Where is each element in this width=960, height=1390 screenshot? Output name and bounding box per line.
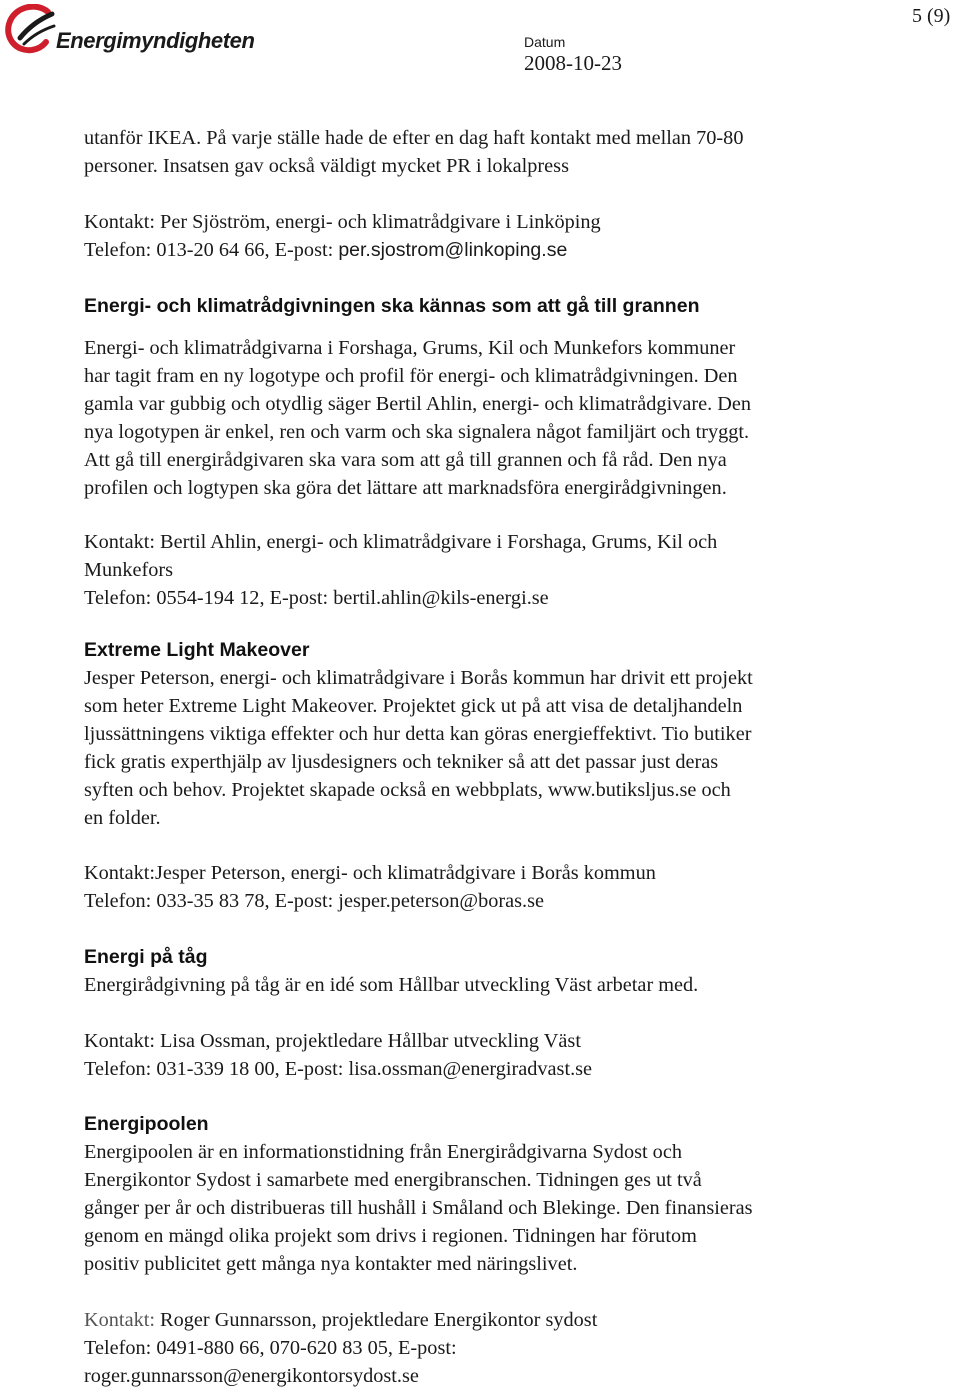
date-label: Datum	[524, 34, 566, 50]
section1-line: Att gå till energirådgivaren ska vara som att gå till grannen och få råd. Den nya	[84, 449, 727, 471]
intro-email: per.sjostrom@linkoping.se	[338, 239, 568, 261]
section1-line: har tagit fram en ny logotype och profil för energi- och klimatrådgivningen. Den	[84, 365, 738, 387]
section4-heading: Energipoolen	[84, 1113, 209, 1135]
section1-contact-cont: Munkefors	[84, 559, 173, 581]
section1-line: gamla var gubbig och otydlig säger Bertil Ahlin, energi- och klimatrådgivare. Den	[84, 393, 752, 415]
section1-phone: Telefon: 0554-194 12, E-post: bertil.ahlin@kils-energi.se	[84, 587, 549, 609]
section4-line: Energikontor Sydost i samarbete med energibranschen. Tidningen ges ut två	[84, 1169, 702, 1191]
section4-phone: Telefon: 0491-880 66, 070-620 83 05, E-post:	[84, 1337, 457, 1359]
intro-phone-prefix: Telefon: 013-20 64 66, E-post:	[84, 239, 339, 261]
brand-name: Energimyndigheten	[56, 28, 255, 53]
section4-contact-label: Kontakt:	[84, 1309, 155, 1331]
section2-line: ljussättningens viktiga effekter och hur detta kan göras energieffektivt. Tio butiker	[84, 723, 752, 745]
section4-line: gånger per år och distribueras till hushåll i Småland och Blekinge. Den finansieras	[84, 1197, 753, 1219]
section1-line: profilen och logtypen ska göra det lättare att marknadsföra energirådgivningen.	[84, 477, 727, 499]
section3-contact: Kontakt: Lisa Ossman, projektledare Hållbar utveckling Väst	[84, 1030, 581, 1052]
section3-heading: Energi på tåg	[84, 946, 208, 968]
intro-contact: Kontakt: Per Sjöström, energi- och klimatrådgivare i Linköping	[84, 211, 601, 233]
section4-contact	[84, 1306, 884, 1334]
section1-line: Energi- och klimatrådgivarna i Forshaga, Grums, Kil och Munkefors kommuner	[84, 337, 736, 359]
section2-line: en folder.	[84, 807, 161, 829]
section3-line: Energirådgivning på tåg är en idé som Hållbar utveckling Väst arbetar med.	[84, 974, 699, 996]
section3-phone: Telefon: 031-339 18 00, E-post: lisa.ossman@energiradvast.se	[84, 1058, 593, 1080]
section2-phone: Telefon: 033-35 83 78, E-post: jesper.peterson@boras.se	[84, 890, 544, 912]
energimyndigheten-swoosh-icon	[4, 4, 58, 56]
section1-line: nya logotypen är enkel, ren och varm och ska signalera något familjärt och tryggt.	[84, 421, 750, 443]
section2-line: fick gratis experthjälp av ljusdesigners och tekniker så att det passar just deras	[84, 751, 719, 773]
intro-line-2: personer. Insatsen gav också väldigt mycket PR i lokalpress	[84, 155, 569, 177]
section4-line: positiv publicitet gett många nya kontakter med näringslivet.	[84, 1253, 578, 1275]
section4-contact-name: Roger Gunnarsson, projektledare Energikontor sydost	[154, 1309, 598, 1331]
section2-line: som heter Extreme Light Makeover. Projektet gick ut på att visa de detaljhandeln	[84, 695, 743, 717]
section1-contact: Kontakt: Bertil Ahlin, energi- och klimatrådgivare i Forshaga, Grums, Kil och	[84, 531, 718, 553]
section2-line: syften och behov. Projektet skapade också en webbplats, www.butiksljus.se och	[84, 779, 731, 801]
page-number: 5 (9)	[912, 5, 951, 27]
document-body	[84, 124, 884, 1390]
section4-email: roger.gunnarsson@energikontorsydost.se	[84, 1365, 419, 1387]
section4-line: genom en mängd olika projekt som drivs i regionen. Tidningen har förutom	[84, 1225, 697, 1247]
section4-line: Energipoolen är en informationstidning från Energirådgivarna Sydost och	[84, 1141, 682, 1163]
intro-phone	[84, 236, 884, 264]
section2-line: Jesper Peterson, energi- och klimatrådgivare i Borås kommun har drivit ett projekt	[84, 667, 753, 689]
intro-line-1: utanför IKEA. På varje ställe hade de efter en dag haft kontakt med mellan 70-80	[84, 127, 744, 149]
section2-heading: Extreme Light Makeover	[84, 639, 310, 661]
section1-heading: Energi- och klimatrådgivningen ska kännas som att gå till grannen	[84, 295, 700, 317]
date-value: 2008-10-23	[524, 51, 622, 75]
energimyndigheten-logo	[4, 4, 254, 56]
section2-contact: Kontakt:Jesper Peterson, energi- och klimatrådgivare i Borås kommun	[84, 862, 656, 884]
